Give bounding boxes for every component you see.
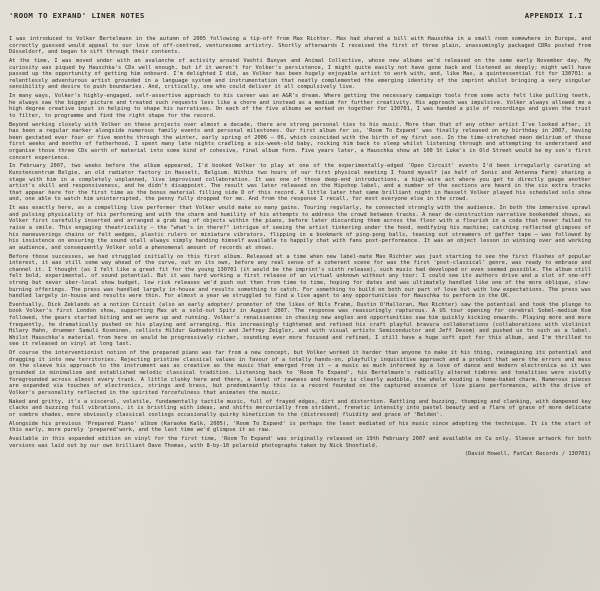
paragraph-6: It was exactly here, as a compelling live performer that Volker would make so many gains. Touring regularly, he connected strongly with the audience. In both the immersive sprawl and pulsing physicality of his performing and with the charm and humility of his attempts to address the crowd between tracks. A near de-construction narrative bookended shows, as Volker first carefully inserted and arranged a grab bag of objects within the piano, before later discarding them across the floor with a flourish in a coda that never failed to raise a smile. This engaging theatricality – the "what's in there?" intrigue of seeing the artist tinkering under the hood, modifying his machine; catching reflected glimpses of his maneuverings chains or felt wedges, plastic rulers or miniature vibrators, flipping in a bookmark of ping-pong balls, teasing out streamers of gaffer tape – was followed by his insistence on ensuring the sound stall always simply handing himself available to happily chat with fans post-performance. It was an object lesson in winning over and working an audience, and consequently Volker sold a phenomenal amount of records at shows. <box>9 205 591 251</box>
page-title: 'ROOM TO EXPAND' LINER NOTES <box>9 11 145 20</box>
appendix-label: APPENDIX I.I <box>524 11 583 20</box>
paragraph-3: In many ways, Volker's highly-engaged, self-assertive approach to his career was an A&R's dream. Where getting the necessary campaign tools from some acts felt like pulling teeth, he always saw the bigger picture and treated such requests less like a chore and instead as a medium for further creativity. His approach was impulsive. Volker always allowed me a high degree creative input in helping to shape his narratives. On each of the five albums we worked on together for 130701, I was handed a pile of recordings and given the trust to filter, to programme and find the right shape for the record. <box>9 93 591 119</box>
paragraph-5: In February 2007, two weeks before the album appeared, I'd booked Volker to play at one of the experimentally-edged 'Open Circuit' events I'd been irregularly curating at Kunstencentrum Belgie, an old radiator factory in Hasselt, Belgium. Within two hours of our first physical meeting I found myself (as half of Sonic and Antenna Farm) sharing a stage with him in a completely unplanned, live improvised collaboration. It was one of those deep-end introductions, a high-wire act where you get to directly gauge another artist's skill and responsiveness, and he didn't disappoint. The result was later released on the Hipshop label, and a number of the sections are heard in the six extra tracks that appear here for the first time as the bonus material filling side D of this record. A little later that same brilliant night in Hasselt Volker played his scheduled solo show and, one able to watch him uninterrupted, the penny fully dropped for me. And from the response I recall, for most everyone else in the crowd. <box>9 163 591 203</box>
signature: (David Howell, FatCat Records / 130701) <box>464 451 591 458</box>
header <box>9 11 591 25</box>
paragraph-1: I was introduced to Volker Bertelmann in the autumn of 2005 following a tip-off from Max Richter. Max had shared a bill with Hauschka in a small room somewhere in Europe, and correctly guessed would appeal to our love of off-centred, venturesome artistry. Shortly afterwards I received the first of three plain, unassumingly packaged CDRs posted from Düsseldorf, and began to sift through their contents. <box>9 36 591 56</box>
paragraph-10: Naked and gritty, it's a visceral, volatile, fundamentally tactile music, full of frayed edges, dirt and distortion. Rattling and buzzing, thumping and clanking, with dampened key clacks and buzzing foil vibrations, it is bristling with ideas, and shifts mercurially from strident, frenetic intensity into pastel beauty and a flare of grace of more delicate or sombre shades, more obviously classical coolings occasionally quirky kineticism to the (distressed) fluidity and grace of 'Belden'. <box>9 398 591 418</box>
paragraph-7: Before those successes, we had struggled initially on this first album. Released at a time when new label-mate Max Richter was just starting to see the first flushes of popular interest, it was still some way ahead of the curve, out on its own, before any real sense of a coherent scene for was the first 'post-classical' genre, was ready to embrace and channel it. I thought (as I felt like a great fit for the young 130701 (it would be the imprint's sixth release), such music had developed or even seemed possible. The album still felt bold, experimental, of sound potential. But it was hard working a first release of an virtual unknown without any tour: I could see its authors drive and a slot of one-off strong but never uber-local show budget, low risk releases we'd push out then from time to time, hoping for dates and was ultimately handled like one of the more oblique, slow-burning offerings. The press was handled largely in-house and results something to catch. For something to build on both our part of love but with low expectations. The press was handled largely in-house and results were thin. For almost a year we struggled to find a live agent to any opportunities for Hauschka to perform in the UK. <box>9 253 591 300</box>
paragraph-4: Beyond working closely with Volker on these projects over almost a decade, there are strong personal ties to his music. More than that of any other artist I've looked after, it has been a regular marker alongside numerous family events and personal milestones. Our first album for us, 'Room To Expand' was finally released on my birthday in 2007, having been gestated ever four or five months through the winter, early spring of 2006 – 06, which coincided with the birth of my first son. In the time-stretched neon delirium of those first weeks and months of fatherhood, I spent many late nights cradling a six-week-old baby, rocking him back to sleep whilst listening through and attempting to understand and organise those three CDs worth of material into some kind of cohesive, final album form. Five years later, a Hauschka show at 100 St Luke's in Old Street would be my son's first concert experience. <box>9 121 591 161</box>
paragraph-8: Eventually, Dick Zeklands at a notion Circuit (also an early adopter/ promoter of the likes of Nils Frahm, Dustin O'Halloran, Max Richter) saw the potential and took the plunge to book Volker's first London show, supporting Max at a sold-out Spitz in August 2007. The response was reassuringly rapturous. A US tour opening for cerebral Sobel-medium Kom followed, the gears started biting and we were up and running. Volker's renaissances in chasing new angles and opportunities saw him quickly kicking onwards. Playing more and more frequently, he dramatically pushed on his playing and arranging. His increasingly tightened and refined his craft playful bravura collaborations (collaborations with violinist Hilary Hahn, drummer Samuli Kosminen, cellists Hildur Gudnadottir and Jeffrey Zeigler, and with visual artists Semiconductor and Jeff Desom) and pushed us to such as a label. Whilst Hauschka's material from here on would be progressively richer, sounding ever more focused and refined, I still have a huge soft spot for this album, and I'm thrilled to see it released on vinyl at long last. <box>9 301 591 348</box>
paragraph-11: Alongside his previous 'Prepared Piano' album (Karaoke Kalk, 2005), 'Room To Expand' is perhaps the least mediated of his music since adopting the technique. It is the start of this early, more purely 'prepared'work, and the last time we'd glimpse it as raw. <box>9 420 591 434</box>
paragraph-9: Of course the interventionist notion of the prepared piano was far from a new concept, but Volker worked it harder than anyone to make it his thing, reimagining its potential and dragging it into new territories. Rejecting pristine classical values in favour of a totally hands-on, playfully inquisitive approach and a product that were the errors and mess on the sleeve his approach to the instrument was as creative as the music that emerged from it – a music as much informed by a love of dance and modern electronica as it was grounded in minimalism and established melodic classical tradition. Listening back to 'Room To Expand', his Bertelmann's radically altered timbres and tonalities were vividly foregrounded across almost every track. A little clunky here and there, a level of rawness and honesty is clearly audible, the whole exuding a home-baked charm. Numerous pieces are expanded via touches of electronics, strings and brass, but predominantly this is a record founded on the captured essence of live piano performance, with the drive of Volker's personality reflected in the spirited forcefulness that animates the music. <box>9 350 591 396</box>
paragraph-2: At the time, I was moved under with an avalanche of activity around Vashti Bunyan and Animal Collective, whose new albums we'd released on the same early November day. My curiosity was piqued by Hauschka's CDs well enough, but if it weren't for Volker's persistence, I might quite easily not have gone back and listened as deeply; might well have passed up the opportunity of getting him onboard. I'm delighted I did, as Volker has been hugely enjoyable artist to work with, and, like Max, a quintessential fit for 130701: a relentlessly adventurous artist grounded in a language system and instrumentation that neatly complemented the emerging identity of the imprint whilst bringing a very singular sensibility and desire to push boundaries. And, critically, one who could deliver it all compulsively live. <box>9 57 591 91</box>
liner-notes-body <box>9 36 591 458</box>
paragraph-12: Available in this expanded edition on vinyl for the first time, 'Room To Expand' was originally released on 19th February 2007 and available on Cu only. Sleeve artwork for both versions was laid out by our own brilliant Dave Thomas, with 8-by-10 polaroid photographs taken by Nick Shonfield. <box>9 435 591 449</box>
